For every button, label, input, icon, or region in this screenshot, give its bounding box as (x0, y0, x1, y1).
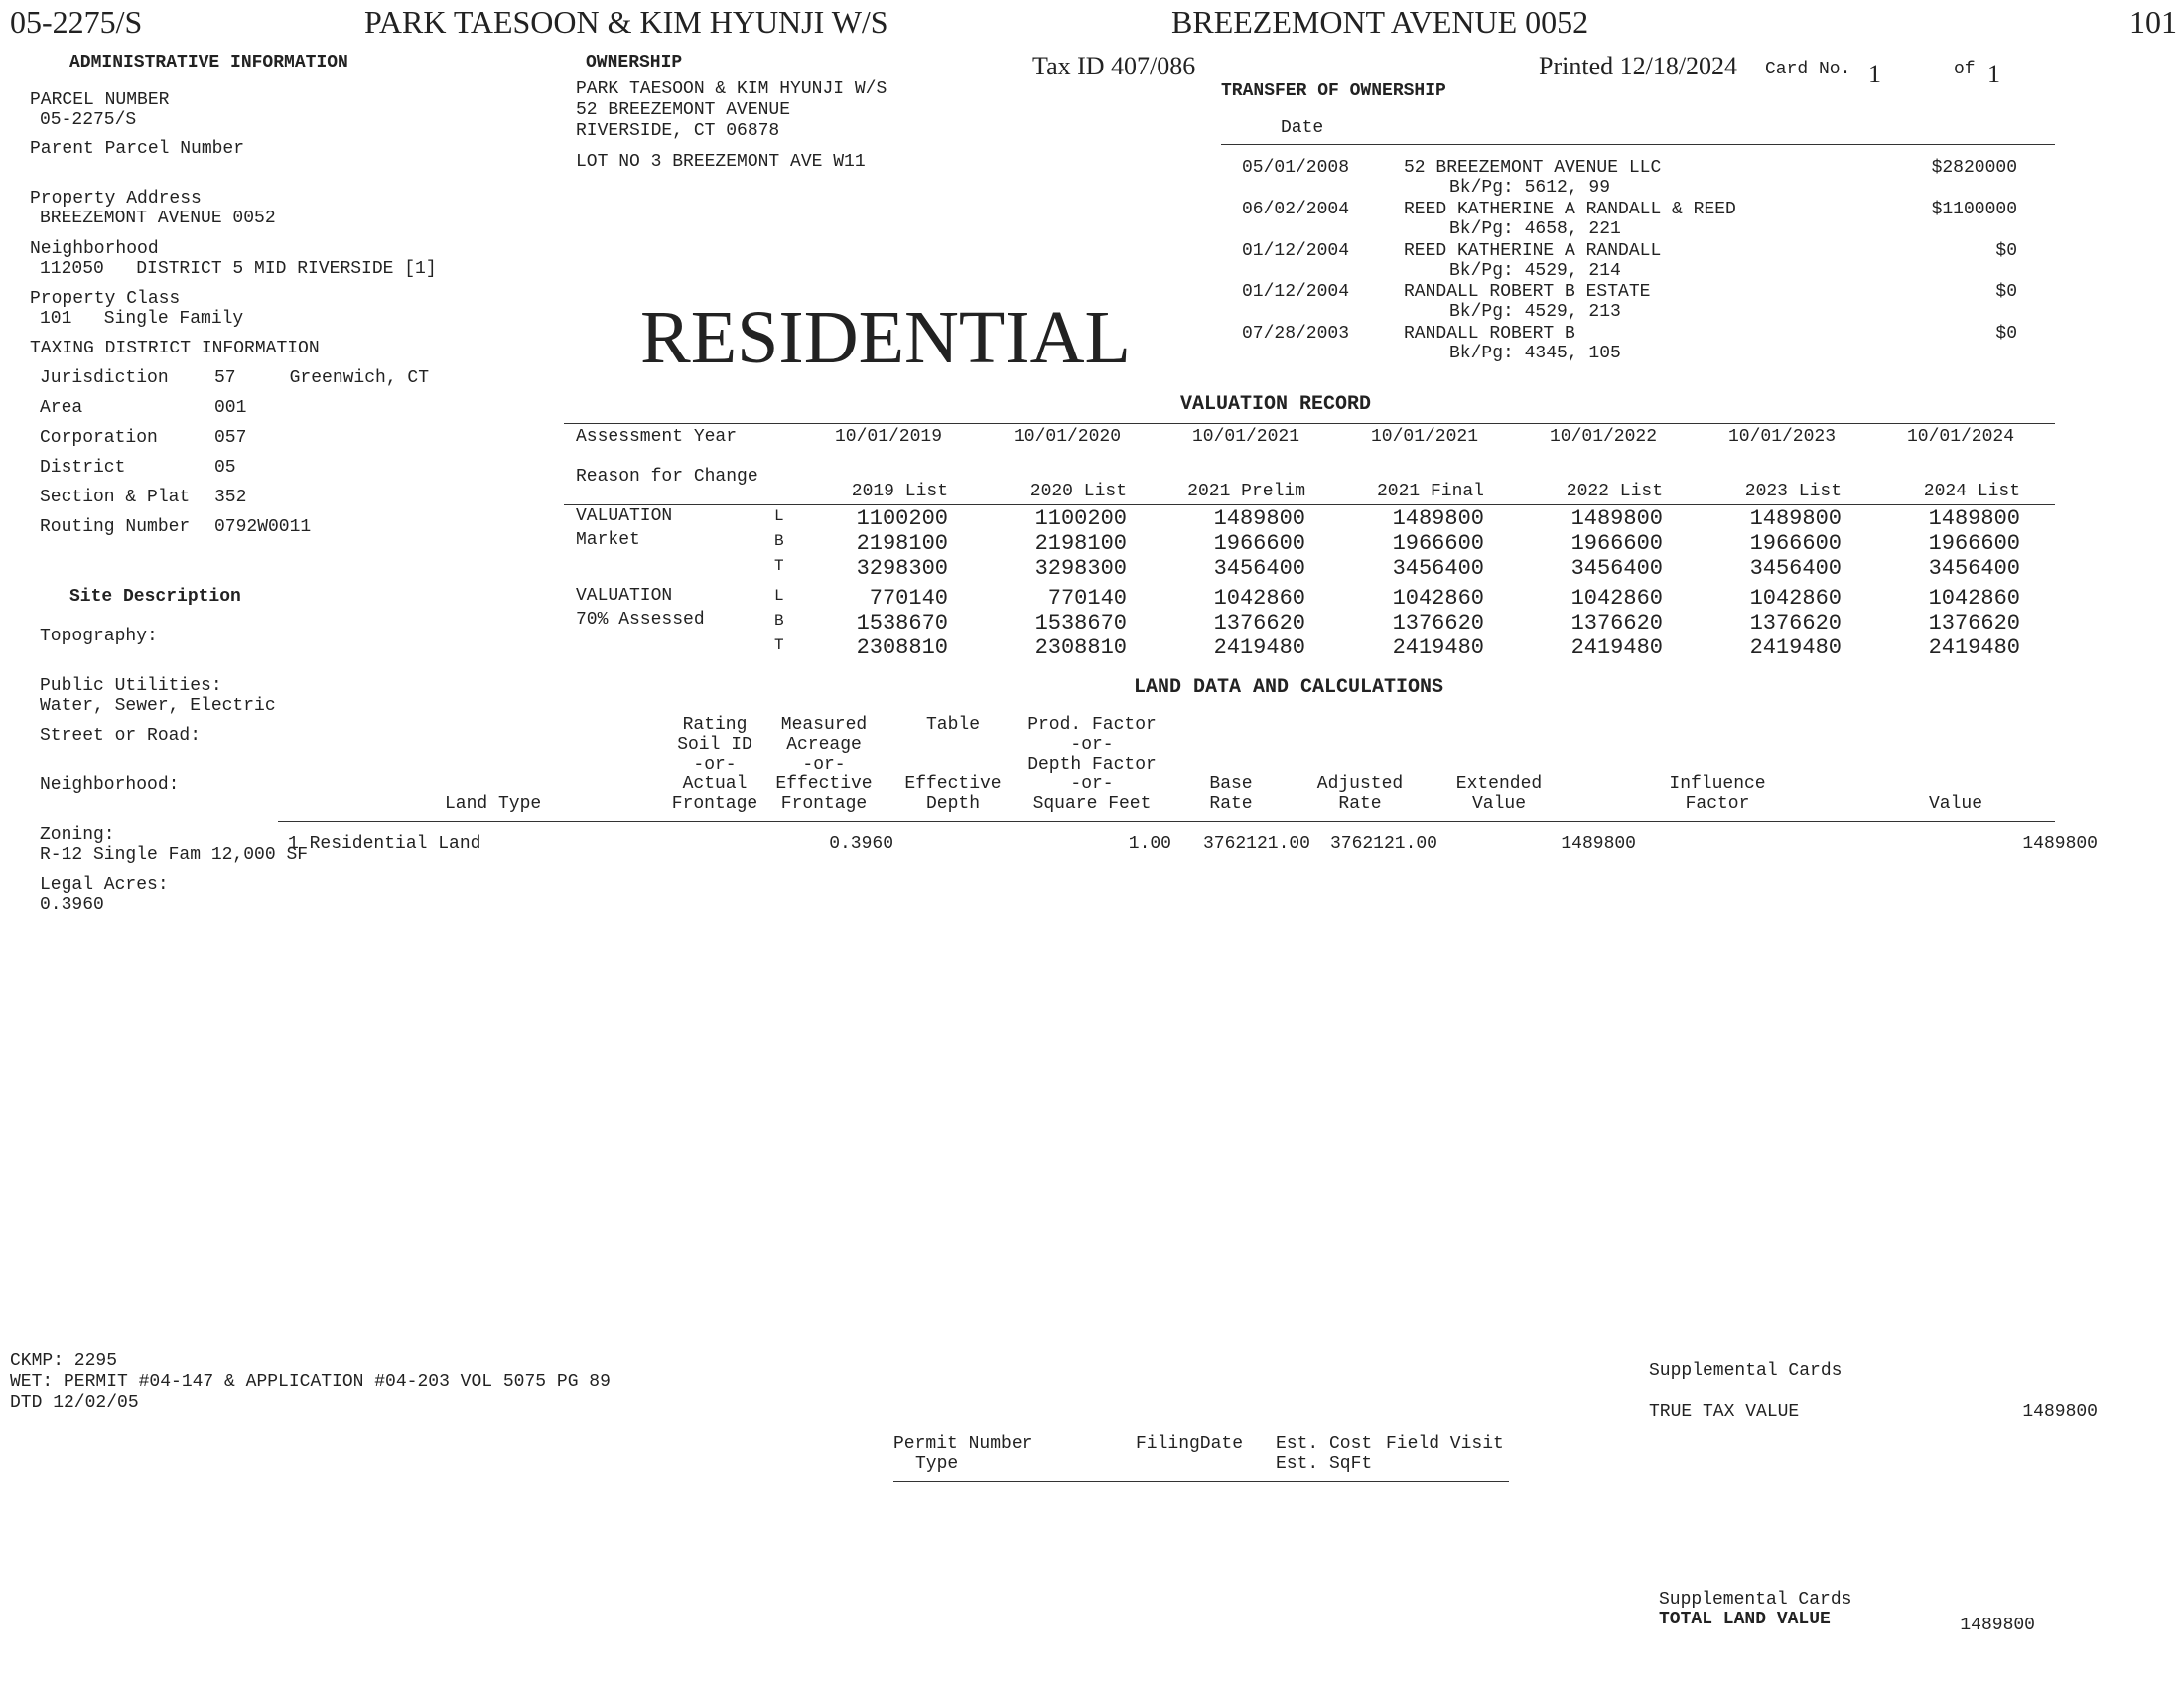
value-cell: 2419480 (1570, 635, 1663, 660)
rating-header (660, 715, 769, 814)
header-line: Effective (904, 774, 1002, 794)
total-land-value: 1489800 (1960, 1616, 2035, 1635)
value-cell: 1966600 (1392, 531, 1484, 556)
section-plat-label: Section & Plat (40, 488, 191, 507)
value-cell: 3456400 (1570, 556, 1663, 581)
district-value: 05 (214, 458, 236, 478)
value-cell: 1042860 (1570, 586, 1663, 611)
header-line: -or- (802, 755, 846, 774)
header-line: Table (925, 715, 980, 735)
value-cell: 1376620 (1213, 611, 1305, 635)
parcel-number-label: PARCEL NUMBER (30, 90, 170, 110)
note-line-2: WET: PERMIT #04-147 & APPLICATION #04-203 VOL 5075 PG 89 (10, 1372, 611, 1392)
transfer-book-page: Bk/Pg: 4529, 213 (1449, 302, 1621, 322)
routing-number-value: 0792W0011 (214, 517, 312, 537)
header-line: Depth (925, 794, 980, 814)
supplemental-cards-label: Supplemental Cards (1649, 1361, 1843, 1381)
assessment-year: 10/01/2024 (1906, 427, 2015, 447)
true-tax-value: 1489800 (2022, 1402, 2098, 1422)
transfer-heading: TRANSFER OF OWNERSHIP (1221, 81, 1446, 101)
valuation-top-divider (564, 423, 2055, 424)
value-cell: 1042860 (1928, 586, 2020, 611)
header-line: Measured (780, 715, 868, 735)
permit-divider (893, 1481, 1509, 1482)
assessment-year: 10/01/2021 (1191, 427, 1300, 447)
owner-line-3: RIVERSIDE, CT 06878 (576, 121, 780, 141)
value-cell: 2198100 (1034, 531, 1127, 556)
value-cell: 3298300 (1034, 556, 1127, 581)
land-acreage: 0.3960 (829, 834, 893, 854)
value-cell: 3456400 (1749, 556, 1842, 581)
property-address-value: BREEZEMONT AVENUE 0052 (40, 209, 276, 228)
valuation-heading: VALUATION RECORD (1180, 393, 1372, 416)
header-line: Influence (1669, 774, 1766, 794)
valuation-group-label: VALUATION (576, 506, 673, 526)
value-cell: 1489800 (1749, 506, 1842, 531)
header-line: Soil ID (677, 735, 752, 755)
lot-description: LOT NO 3 BREEZEMONT AVE W11 (576, 152, 866, 172)
assessment-year: 10/01/2021 (1370, 427, 1479, 447)
transfer-book-page: Bk/Pg: 4658, 221 (1449, 219, 1621, 239)
reason-for-change: 2023 List (1744, 482, 1842, 501)
field-visit-header: Field Visit (1386, 1434, 1504, 1454)
header-line: -or- (1070, 735, 1114, 755)
property-class-value: 101 Single Family (40, 309, 244, 329)
total-land-value-label: TOTAL LAND VALUE (1659, 1610, 1831, 1629)
header-line: Actual (682, 774, 748, 794)
header-line: Frontage (780, 794, 868, 814)
tax-id: Tax ID 407/086 (1032, 52, 1196, 80)
value-cell: 1100200 (856, 506, 948, 531)
row-code-building: B (774, 532, 784, 550)
value-cell: 1489800 (1392, 506, 1484, 531)
assessment-year: 10/01/2022 (1549, 427, 1658, 447)
corporation-label: Corporation (40, 428, 158, 448)
value-cell: 1376620 (1928, 611, 2020, 635)
transfer-grantee: REED KATHERINE A RANDALL (1404, 241, 1662, 261)
land-divider (278, 821, 2055, 822)
transfer-price: $0 (1995, 282, 2017, 302)
value-cell: 1966600 (1570, 531, 1663, 556)
value-cell: 1489800 (1928, 506, 2020, 531)
card-of-label: of (1954, 60, 1976, 79)
land-value: 1489800 (2022, 834, 2098, 854)
header-line: Rate (1338, 794, 1382, 814)
est-sqft-header: Est. SqFt (1276, 1454, 1373, 1474)
assessment-year: 10/01/2023 (1727, 427, 1837, 447)
transfer-date: 01/12/2004 (1242, 241, 1350, 261)
est-cost-header: Est. Cost (1276, 1434, 1373, 1454)
valuation-header-divider (564, 504, 2055, 505)
legal-acres-value: 0.3960 (40, 895, 104, 914)
header-line: Adjusted (1316, 774, 1404, 794)
transfer-price: $0 (1995, 241, 2017, 261)
value-cell: 2419480 (1749, 635, 1842, 660)
assessment-year: 10/01/2019 (834, 427, 943, 447)
topography-label: Topography: (40, 627, 158, 646)
reason-for-change: 2024 List (1923, 482, 2020, 501)
zoning-label: Zoning: (40, 825, 115, 845)
value-cell: 1376620 (1392, 611, 1484, 635)
land-type-header: Land Type (445, 794, 542, 814)
supplemental-cards-label-2: Supplemental Cards (1659, 1590, 1852, 1610)
transfer-date-label: Date (1281, 118, 1324, 138)
area-label: Area (40, 398, 83, 418)
corporation-value: 057 (214, 428, 247, 448)
reason-for-change: 2021 Final (1376, 482, 1484, 501)
transfer-price: $0 (1995, 324, 2017, 344)
card-of-total: 1 (1987, 60, 2000, 88)
header-line: Acreage (786, 735, 862, 755)
street-road-label: Street or Road: (40, 726, 202, 746)
value-cell: 1376620 (1749, 611, 1842, 635)
transfer-date: 05/01/2008 (1242, 158, 1350, 178)
transfer-grantee: 52 BREEZEMONT AVENUE LLC (1404, 158, 1662, 178)
value-header: Value (1929, 794, 1983, 814)
public-utilities-label: Public Utilities: (40, 676, 222, 696)
reason-for-change: 2022 List (1566, 482, 1663, 501)
reason-for-change: 2021 Prelim (1187, 482, 1305, 501)
value-cell: 3456400 (1213, 556, 1305, 581)
ownership-heading: OWNERSHIP (586, 53, 683, 72)
routing-number-label: Routing Number (40, 517, 191, 537)
valuation-group-sublabel: Market (576, 530, 640, 550)
value-cell: 2419480 (1392, 635, 1484, 660)
true-tax-value-label: TRUE TAX VALUE (1649, 1402, 1800, 1422)
value-cell: 2198100 (856, 531, 948, 556)
residential-stamp: RESIDENTIAL (640, 296, 1131, 379)
land-type: 1 Residential Land (288, 834, 481, 854)
value-cell: 1538670 (856, 611, 948, 635)
area-value: 001 (214, 398, 247, 418)
row-code-land: L (774, 587, 784, 605)
transfer-book-page: Bk/Pg: 5612, 99 (1449, 178, 1611, 198)
measured-header (764, 715, 884, 814)
table-header (893, 715, 1013, 814)
filing-date-header: FilingDate (1136, 1434, 1244, 1454)
adjusted-rate-header (1300, 774, 1420, 814)
row-code-land: L (774, 507, 784, 525)
row-code-total: T (774, 636, 784, 654)
property-class-label: Property Class (30, 289, 181, 309)
value-cell: 2308810 (1034, 635, 1127, 660)
value-cell: 2419480 (1213, 635, 1305, 660)
owner-line-1: PARK TAESOON & KIM HYUNJI W/S (576, 79, 887, 99)
parcel-number-value: 05-2275/S (40, 110, 137, 130)
transfer-grantee: RANDALL ROBERT B ESTATE (1404, 282, 1651, 302)
value-cell: 1538670 (1034, 611, 1127, 635)
neighborhood-label: Neighborhood (30, 239, 159, 259)
transfer-book-page: Bk/Pg: 4345, 105 (1449, 344, 1621, 363)
parcel-number-header: 05-2275/S (10, 4, 143, 40)
reason-for-change: 2020 List (1029, 482, 1127, 501)
note-line-1: CKMP: 2295 (10, 1351, 118, 1371)
header-line: Value (1471, 794, 1526, 814)
header-line: Square Feet (1032, 794, 1152, 814)
transfer-divider (1221, 144, 2055, 145)
printed-date: Printed 12/18/2024 (1539, 52, 1738, 80)
transfer-price: $1100000 (1931, 200, 2017, 219)
card-number-label: Card No. (1765, 60, 1851, 79)
header-line: Extended (1455, 774, 1543, 794)
zoning-value: R-12 Single Fam 12,000 SF (40, 845, 309, 865)
permit-type-header: Type (915, 1454, 959, 1474)
value-cell: 1042860 (1213, 586, 1305, 611)
value-cell: 3298300 (856, 556, 948, 581)
valuation-group-label: VALUATION (576, 586, 673, 606)
value-cell: 1966600 (1749, 531, 1842, 556)
neighborhood-value: 112050 DISTRICT 5 MID RIVERSIDE [1] (40, 259, 437, 279)
land-factor: 1.00 (1128, 834, 1171, 854)
section-plat-value: 352 (214, 488, 247, 507)
extended-value-header (1439, 774, 1559, 814)
header-line: -or- (1070, 774, 1114, 794)
assessment-year-label: Assessment Year (576, 427, 738, 447)
header-line: Frontage (671, 794, 758, 814)
header-line: Depth Factor (1027, 755, 1157, 774)
transfer-date: 01/12/2004 (1242, 282, 1350, 302)
land-base-rate: 3762121.00 (1202, 834, 1310, 854)
assessment-year: 10/01/2020 (1013, 427, 1122, 447)
jurisdiction-label: Jurisdiction (40, 368, 169, 388)
row-code-building: B (774, 612, 784, 630)
taxing-heading: TAXING DISTRICT INFORMATION (30, 339, 320, 358)
value-cell: 2419480 (1928, 635, 2020, 660)
permit-number-header: Permit Number (893, 1434, 1033, 1454)
site-description-heading: Site Description (69, 587, 241, 607)
value-cell: 1376620 (1570, 611, 1663, 635)
transfer-grantee: RANDALL ROBERT B (1404, 324, 1575, 344)
value-cell: 1966600 (1928, 531, 2020, 556)
reason-for-change: 2019 List (851, 482, 948, 501)
owner-name-header: PARK TAESOON & KIM HYUNJI W/S (364, 4, 888, 40)
row-code-total: T (774, 557, 784, 575)
value-cell: 1042860 (1749, 586, 1842, 611)
street-header: BREEZEMONT AVENUE 0052 (1171, 4, 1589, 40)
base-rate-header (1191, 774, 1271, 814)
land-extended-value: 1489800 (1561, 834, 1636, 854)
note-line-3: DTD 12/02/05 (10, 1393, 139, 1413)
value-cell: 3456400 (1928, 556, 2020, 581)
district-label: District (40, 458, 126, 478)
header-line: Prod. Factor (1027, 715, 1157, 735)
public-utilities-value: Water, Sewer, Electric (40, 696, 276, 716)
reason-for-change-label: Reason for Change (576, 467, 758, 487)
value-cell: 770140 (869, 586, 948, 611)
value-cell: 1042860 (1392, 586, 1484, 611)
transfer-date: 06/02/2004 (1242, 200, 1350, 219)
transfer-price: $2820000 (1931, 158, 2017, 178)
header-line: Rate (1209, 794, 1253, 814)
value-cell: 2308810 (856, 635, 948, 660)
value-cell: 770140 (1047, 586, 1127, 611)
property-address-label: Property Address (30, 189, 202, 209)
value-cell: 1966600 (1213, 531, 1305, 556)
card-code-header: 101 (2129, 4, 2177, 40)
header-line: Rating (682, 715, 748, 735)
card-number: 1 (1868, 60, 1881, 88)
transfer-grantee: REED KATHERINE A RANDALL & REED (1404, 200, 1736, 219)
transfer-book-page: Bk/Pg: 4529, 214 (1449, 261, 1621, 281)
jurisdiction-value: 57 Greenwich, CT (214, 368, 430, 388)
header-line (893, 755, 1013, 774)
owner-line-2: 52 BREEZEMONT AVENUE (576, 100, 791, 120)
prod-factor-header (1013, 715, 1171, 814)
header-line (893, 735, 1013, 755)
influence-factor-header (1658, 774, 1777, 814)
value-cell: 1489800 (1570, 506, 1663, 531)
land-adjusted-rate: 3762121.00 (1329, 834, 1437, 854)
parent-parcel-label: Parent Parcel Number (30, 139, 245, 159)
admin-heading: ADMINISTRATIVE INFORMATION (69, 53, 348, 72)
valuation-group-sublabel: 70% Assessed (576, 610, 705, 630)
land-data-heading: LAND DATA AND CALCULATIONS (1134, 676, 1444, 699)
value-cell: 1100200 (1034, 506, 1127, 531)
header-line: Factor (1685, 794, 1750, 814)
header-line: -or- (693, 755, 737, 774)
value-cell: 3456400 (1392, 556, 1484, 581)
transfer-date: 07/28/2003 (1242, 324, 1350, 344)
legal-acres-label: Legal Acres: (40, 875, 169, 895)
value-cell: 1489800 (1213, 506, 1305, 531)
header-line: Effective (775, 774, 873, 794)
site-neighborhood-label: Neighborhood: (40, 775, 180, 795)
header-line: Base (1209, 774, 1253, 794)
